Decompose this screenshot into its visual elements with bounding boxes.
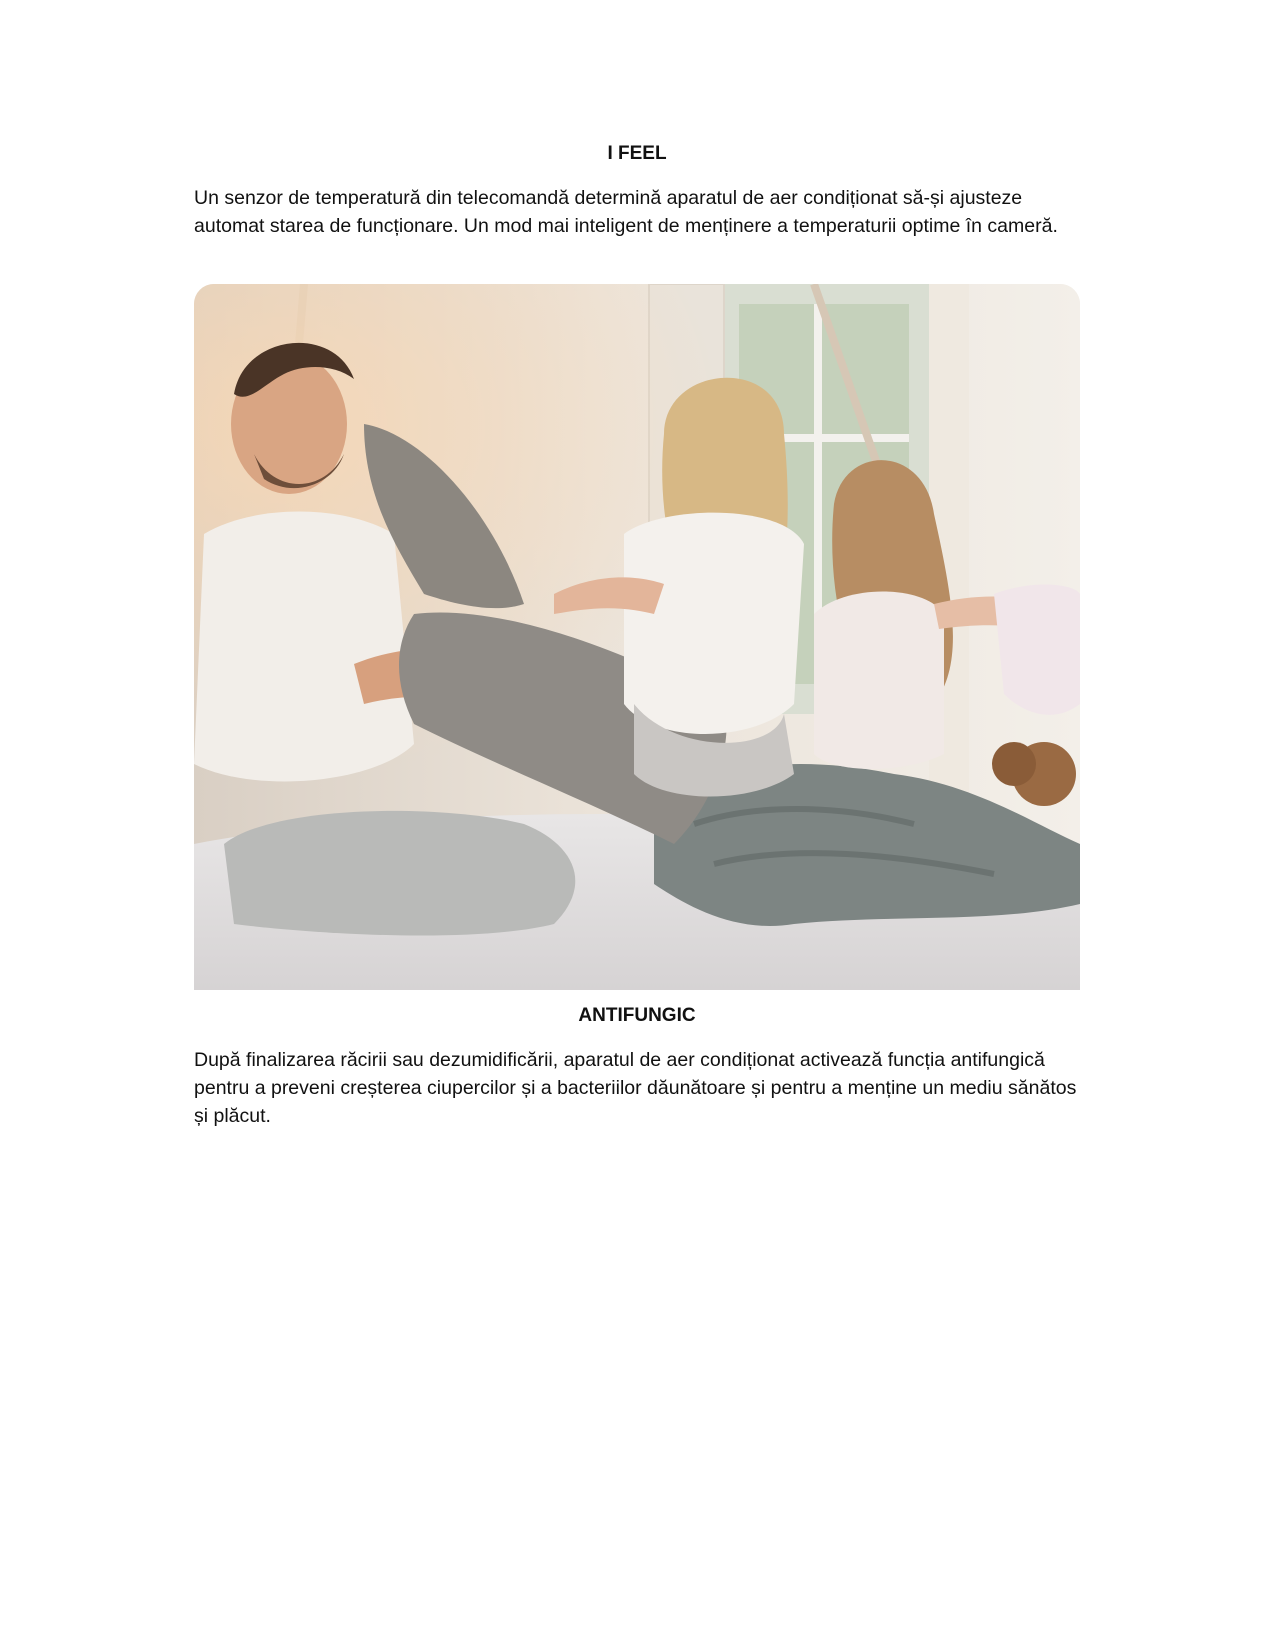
family-pillow-fight-photo xyxy=(194,284,1080,990)
section-body-antifungic: După finalizarea răcirii sau dezumidificării, aparatul de aer condiționat activează funcția antifungică pentru a preveni creșterea ciupercilor și a bacteriilor dăunătoare și pentru a menține un mediu sănătos și plăcut. xyxy=(194,1049,1077,1127)
section-title-i-feel: I FEEL xyxy=(607,143,667,164)
section-title-antifungic: ANTIFUNGIC xyxy=(578,1005,696,1026)
section-body-i-feel: Un senzor de temperatură din telecomandă determină aparatul de aer condiționat să-și ajusteze automat starea de funcționare. Un mod mai inteligent de menținere a temperaturii optime în cameră. xyxy=(194,187,1058,237)
